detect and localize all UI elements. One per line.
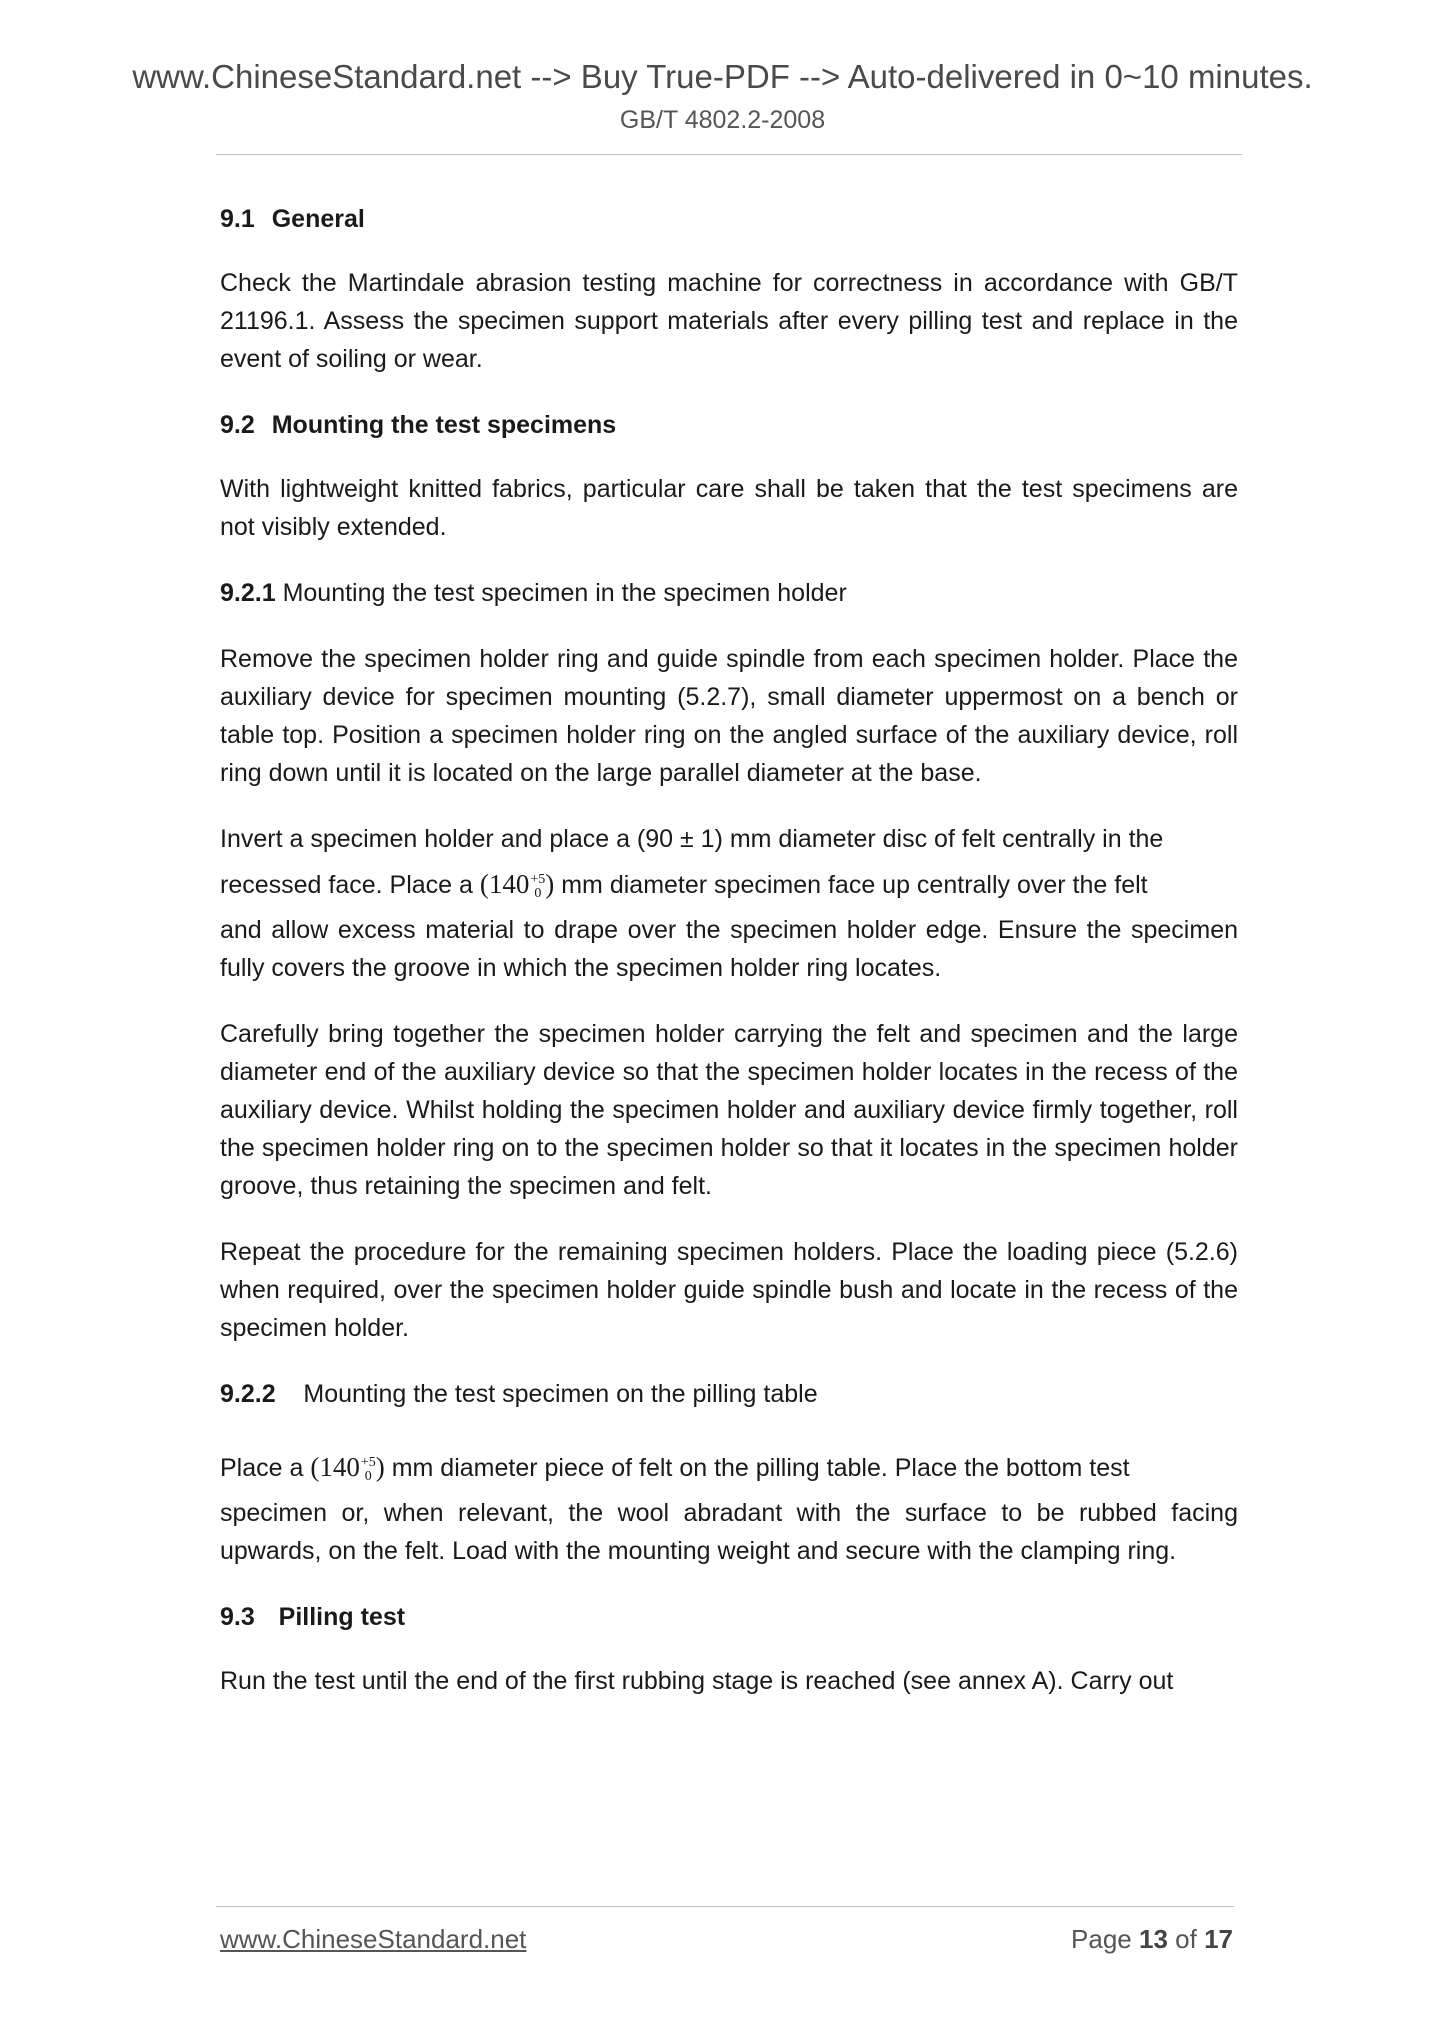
text-fragment: mm diameter specimen face up centrally over the felt <box>561 871 1148 899</box>
section-title: Mounting the test specimens <box>271 411 617 439</box>
section-9-2-heading <box>220 406 1238 444</box>
page-indicator: Page 13 of 17 <box>1071 1924 1233 1954</box>
paragraph-line: Invert a specimen holder and place a (90 ± 1) mm diameter disc of felt centrally in the <box>220 825 1164 853</box>
paragraph-line-with-tolerance <box>220 1441 1238 1494</box>
footer-divider <box>216 1906 1234 1907</box>
text-fragment: mm diameter piece of felt on the pilling table. Place the bottom test <box>391 1454 1130 1482</box>
section-9-2-1-paragraph-1: Remove the specimen holder ring and guide spindle from each specimen holder. Place the auxiliary device for specimen mounting (5.2.7), small diameter uppermost on a bench or table top. Position a specimen holder ring on the angled surface of the auxiliary device, roll ring down until it is located on the large parallel diameter at the base. <box>220 645 1238 787</box>
paragraph-line: specimen or, when relevant, the wool abradant with the surface to be rubbed facing upwards, on the felt. Load with the mounting weight and secure with the clamping ring. <box>220 1499 1238 1565</box>
section-9-2-1-heading <box>220 574 1238 612</box>
paragraph-line: and allow excess material to drape over the specimen holder edge. Ensure the specimen fully covers the groove in which the specimen holder ring locates. <box>220 916 1238 982</box>
section-9-1-heading <box>220 200 1238 238</box>
page-content <box>220 200 1238 1728</box>
section-9-3-heading <box>220 1598 1238 1636</box>
section-number: 9.2 <box>220 411 255 439</box>
diameter-tolerance-formula: (140 +5 0 ) <box>310 1452 385 1484</box>
section-9-2-paragraph: With lightweight knitted fabrics, particular care shall be taken that the test specimens are not visibly extended. <box>220 475 1238 541</box>
header-divider <box>216 154 1242 155</box>
section-title: General <box>271 205 365 233</box>
site-banner: www.ChineseStandard.net --> Buy True-PDF --> Auto-delivered in 0~10 minutes. <box>132 58 1313 95</box>
section-9-3-paragraph: Run the test until the end of the first rubbing stage is reached (see annex A). Carry out <box>220 1667 1174 1695</box>
section-9-2-2-heading <box>220 1375 1238 1413</box>
section-number: 9.1 <box>220 205 255 233</box>
section-number: 9.3 <box>220 1603 255 1631</box>
section-9-2-1-paragraph-4: Repeat the procedure for the remaining specimen holders. Place the loading piece (5.2.6) when required, over the specimen holder guide spindle bush and locate in the recess of the specimen holder. <box>220 1238 1238 1342</box>
current-page: 13 <box>1139 1924 1168 1954</box>
section-title: Pilling test <box>278 1603 406 1631</box>
section-9-2-1-paragraph-2 <box>220 820 1238 987</box>
section-title: Mounting the test specimen on the pilling table <box>303 1380 818 1408</box>
footer-website-link[interactable]: www.ChineseStandard.net <box>220 1924 527 1954</box>
section-title: Mounting the test specimen in the specimen holder <box>282 579 847 607</box>
text-fragment: Place a <box>220 1454 304 1482</box>
total-pages: 17 <box>1204 1924 1233 1954</box>
section-number: 9.2.2 <box>220 1380 276 1408</box>
section-number: 9.2.1 <box>220 579 276 607</box>
document-number: GB/T 4802.2-2008 <box>619 106 826 134</box>
section-9-1-paragraph: Check the Martindale abrasion testing machine for correctness in accordance with GB/T 21196.1. Assess the specimen support materials after every pilling test and replace in the event of soiling or wear. <box>220 269 1238 373</box>
section-9-2-2-paragraph <box>220 1441 1238 1570</box>
section-9-2-1-paragraph-3: Carefully bring together the specimen holder carrying the felt and specimen and the large diameter end of the auxiliary device so that the specimen holder locates in the recess of the auxiliary device. Whilst holding the specimen holder and auxiliary device firmly together, roll the specimen holder ring on to the specimen holder so that it locates in the specimen holder groove, thus retaining the specimen and felt. <box>220 1020 1238 1200</box>
diameter-tolerance-formula: (140 +5 0 ) <box>479 869 555 901</box>
paragraph-line-with-tolerance <box>220 858 1238 911</box>
text-fragment: recessed face. Place a <box>220 871 473 899</box>
